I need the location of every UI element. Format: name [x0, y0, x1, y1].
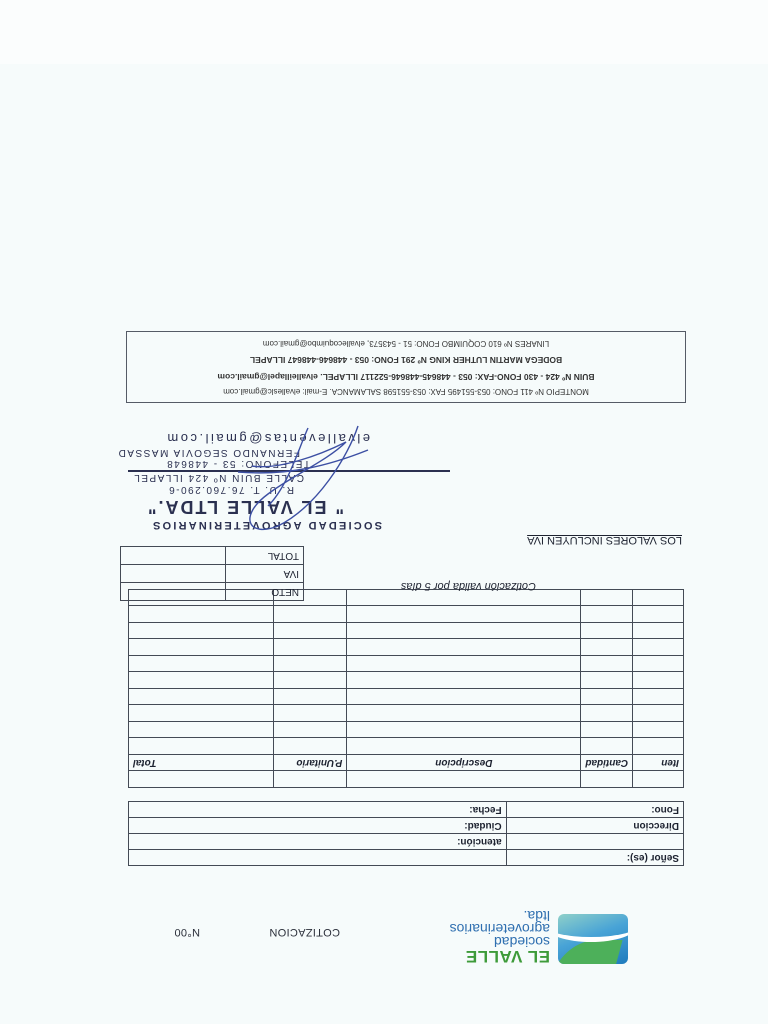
vat-note: LOS VALORES INCLUYEN IVA — [527, 534, 682, 546]
items-table — [128, 589, 684, 788]
table-row[interactable] — [129, 639, 684, 656]
senor-label: Señor (es): — [506, 850, 683, 866]
logo-emblem-icon — [558, 914, 628, 964]
col-iten: Iten — [633, 755, 684, 772]
table-row[interactable] — [129, 656, 684, 673]
neto-label: NETO — [226, 583, 304, 601]
items-header-row — [129, 755, 684, 772]
table-row[interactable] — [129, 672, 684, 689]
brand-subtitle — [450, 909, 550, 948]
address-line-1: MONTEPIO Nº 411 FONO: 053-551495 FAX: 053-551598 SALAMANCA. E-mail: elvalleslc@gmail.com — [223, 387, 589, 396]
stamp-email: elvalleventas@gmail.com — [164, 431, 370, 446]
stamp-line-4: CALLE BUIN Nº 424 ILLAPEL — [132, 472, 304, 483]
brand-line-3: ltda. — [523, 908, 550, 924]
fecha-label: Fecha: — [129, 802, 507, 818]
table-row[interactable] — [129, 623, 684, 640]
iva-value[interactable] — [121, 565, 226, 583]
branch-addresses-box — [126, 331, 686, 403]
table-row[interactable] — [129, 705, 684, 722]
iva-label: IVA — [226, 565, 304, 583]
atencion-cell — [506, 834, 683, 850]
quote-number: N°00 — [174, 926, 200, 938]
table-row[interactable] — [129, 722, 684, 739]
brand-name: EL VALLE — [465, 947, 550, 966]
address-line-4: LINARES Nº 610 COQUIMBO FONO: 51 - 543573, elvallecoquimbo@gmail.com — [262, 339, 550, 348]
fono-label: Fono: — [506, 802, 683, 818]
item-gap-cell — [633, 771, 684, 788]
document-title: COTIZACION — [269, 926, 340, 938]
company-logo — [396, 910, 628, 966]
signature — [218, 416, 388, 546]
validity-note: Cotización valida por 5 días — [400, 580, 536, 592]
col-descripcion: Descripcion — [347, 755, 581, 772]
senor-value[interactable] — [129, 850, 507, 866]
total-value[interactable] — [121, 547, 226, 565]
table-row[interactable] — [129, 738, 684, 755]
direccion-label: Direccion — [506, 818, 683, 834]
address-line-2: BUIN Nº 424 - 430 FONO-FAX: 053 - 448645-448646-522117 ILLAPEL. elvalleillapel@gmail.com — [217, 372, 595, 382]
total-label: TOTAL — [226, 547, 304, 565]
col-p-unitario: P.Unitario — [274, 755, 347, 772]
stamp-line-5: TELEFONO: 53 - 448648 — [165, 458, 310, 469]
brand-line-1: sociedad — [493, 934, 550, 950]
totals-table — [120, 546, 304, 601]
client-fields-table — [128, 801, 684, 866]
atencion-label: atención: — [129, 834, 507, 850]
stamp-line-3: R. U. T. 76.760.290-6 — [167, 484, 294, 495]
stamp-line-2: " EL VALLE LTDA." — [145, 497, 344, 517]
col-total: Total — [129, 755, 274, 772]
brand-line-2: agroveterinarios — [449, 921, 550, 937]
col-cantidad: Cantidad — [581, 755, 633, 772]
table-row[interactable] — [129, 606, 684, 623]
neto-value[interactable] — [121, 583, 226, 601]
ciudad-label: Ciudad: — [129, 818, 507, 834]
stamp-line-1: SOCIEDAD AGROVETERINARIOS — [150, 519, 382, 531]
address-line-3: BODEGA MARTIN LUTHER KING Nº 291 FONO: 053 - 448646-448647 ILLAPEL — [249, 355, 563, 365]
table-row[interactable] — [129, 689, 684, 706]
stamp-line-6: FERNANDO SEGOVIA MASSAD — [117, 447, 300, 458]
